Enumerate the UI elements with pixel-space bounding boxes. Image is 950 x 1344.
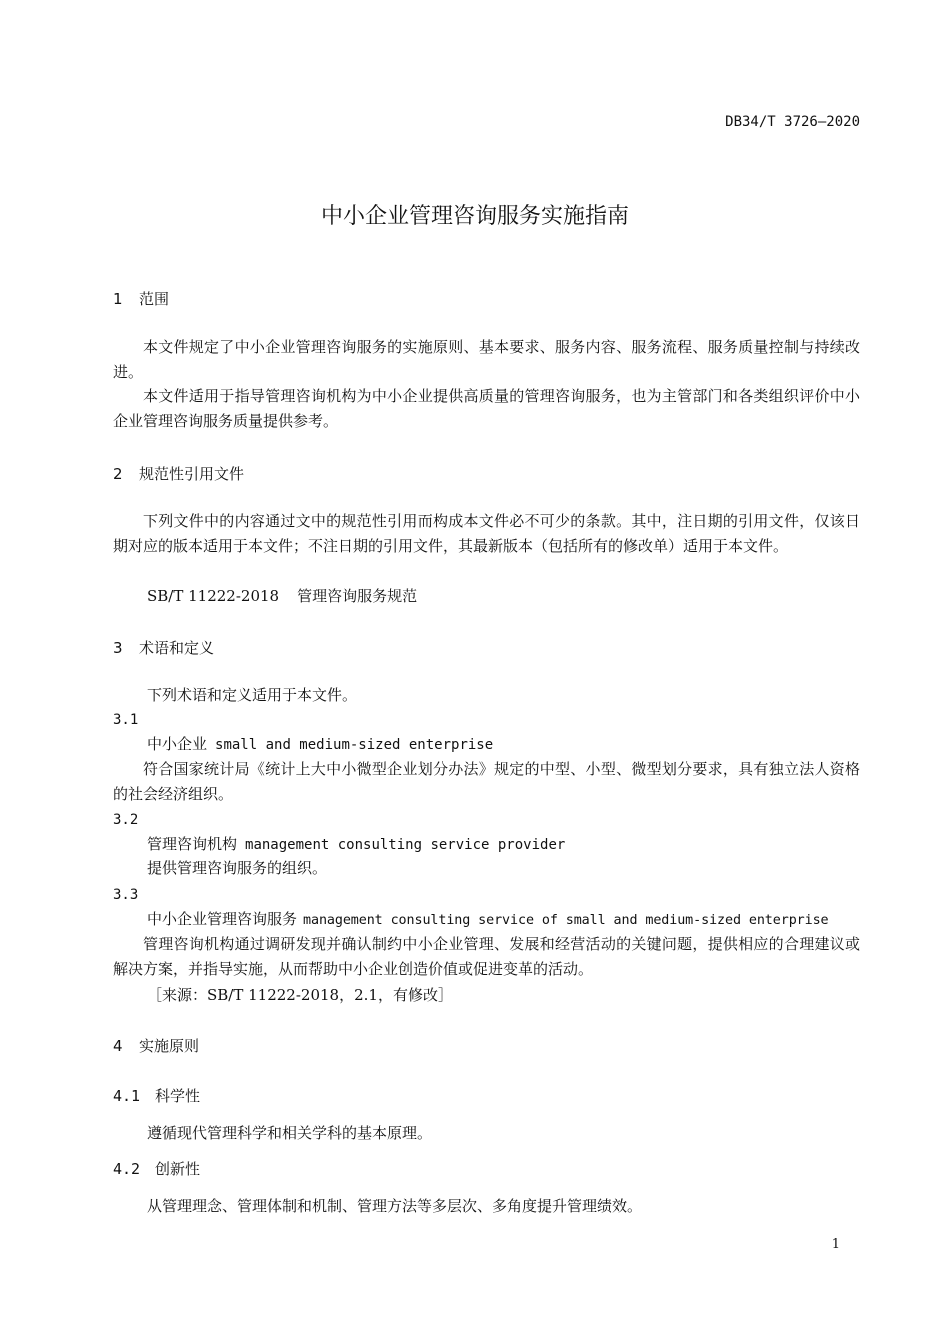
term-entry — [147, 833, 565, 854]
term-zh: 中小企业管理咨询服务 — [147, 910, 298, 928]
term-zh: 管理咨询机构 — [147, 835, 238, 853]
section-title: 术语和定义 — [139, 639, 215, 657]
subsection-number: 4.1 — [113, 1087, 141, 1105]
paragraph: 从管理理念、管理体制和机制、管理方法等多层次、多角度提升管理绩效。 — [147, 1197, 643, 1215]
paragraph: 下列术语和定义适用于本文件。 — [147, 686, 358, 704]
section-title: 实施原则 — [139, 1037, 200, 1055]
subsection-4-1-heading — [113, 1085, 200, 1106]
term-zh: 中小企业 — [147, 735, 208, 753]
term-number: 3.3 — [113, 887, 139, 903]
page-number: 1 — [831, 1237, 840, 1252]
section-number: 3 — [113, 639, 123, 657]
term-definition: 提供管理咨询服务的组织。 — [147, 859, 328, 877]
term-en: management consulting service provider — [245, 837, 566, 853]
normative-reference — [147, 584, 417, 609]
term-en: small and medium-sized enterprise — [215, 737, 494, 753]
term-definition: 管理咨询机构通过调研发现并确认制约中小企业管理、发展和经营活动的关键问题，提供相应的合理建议或解决方案，并指导实施，从而帮助中小企业创造价值或促进变革的活动。 — [113, 935, 860, 978]
section-title: 范围 — [139, 290, 170, 308]
paragraph: 下列文件中的内容通过文中的规范性引用而构成本文件必不可少的条款。其中，注日期的引用文件，仅该日期对应的版本适用于本文件；不注日期的引用文件，其最新版本（包括所有的修改单）适用于本文件。 — [113, 512, 860, 555]
section-4-heading — [113, 1035, 199, 1056]
document-title: 中小企业管理咨询服务实施指南 — [320, 204, 629, 229]
source-note: ［来源：SB/T 11222-2018，2.1，有修改］ — [147, 986, 453, 1004]
term-number: 3.2 — [113, 812, 139, 828]
section-number: 1 — [113, 290, 123, 308]
standard-number: DB34/T 3726—2020 — [725, 114, 860, 130]
term-en: management consulting service of small and medium-sized enterprise — [303, 913, 829, 928]
section-3-heading — [113, 637, 214, 658]
term-number: 3.1 — [113, 712, 139, 728]
section-1-heading — [113, 288, 169, 309]
section-2-heading — [113, 463, 244, 484]
section-number: 2 — [113, 465, 123, 483]
section-number: 4 — [113, 1037, 123, 1055]
paragraph: 本文件规定了中小企业管理咨询服务的实施原则、基本要求、服务内容、服务流程、服务质量控制与持续改进。 — [113, 338, 860, 381]
subsection-4-2-heading — [113, 1158, 200, 1179]
subsection-number: 4.2 — [113, 1160, 141, 1178]
paragraph: 本文件适用于指导管理咨询机构为中小企业提供高质量的管理咨询服务，也为主管部门和各类组织评价中小企业管理咨询服务质量提供参考。 — [113, 387, 860, 430]
section-title: 规范性引用文件 — [139, 465, 245, 483]
reference-code: SB/T 11222-2018 — [147, 587, 280, 605]
reference-title: 管理咨询服务规范 — [297, 587, 418, 605]
subsection-title: 创新性 — [155, 1160, 201, 1178]
term-definition: 符合国家统计局《统计上大中小微型企业划分办法》规定的中型、小型、微型划分要求，具有独立法人资格的社会经济组织。 — [113, 760, 860, 803]
term-entry — [147, 908, 829, 929]
paragraph: 遵循现代管理科学和相关学科的基本原理。 — [147, 1124, 433, 1142]
subsection-title: 科学性 — [155, 1087, 201, 1105]
term-entry — [147, 733, 493, 754]
